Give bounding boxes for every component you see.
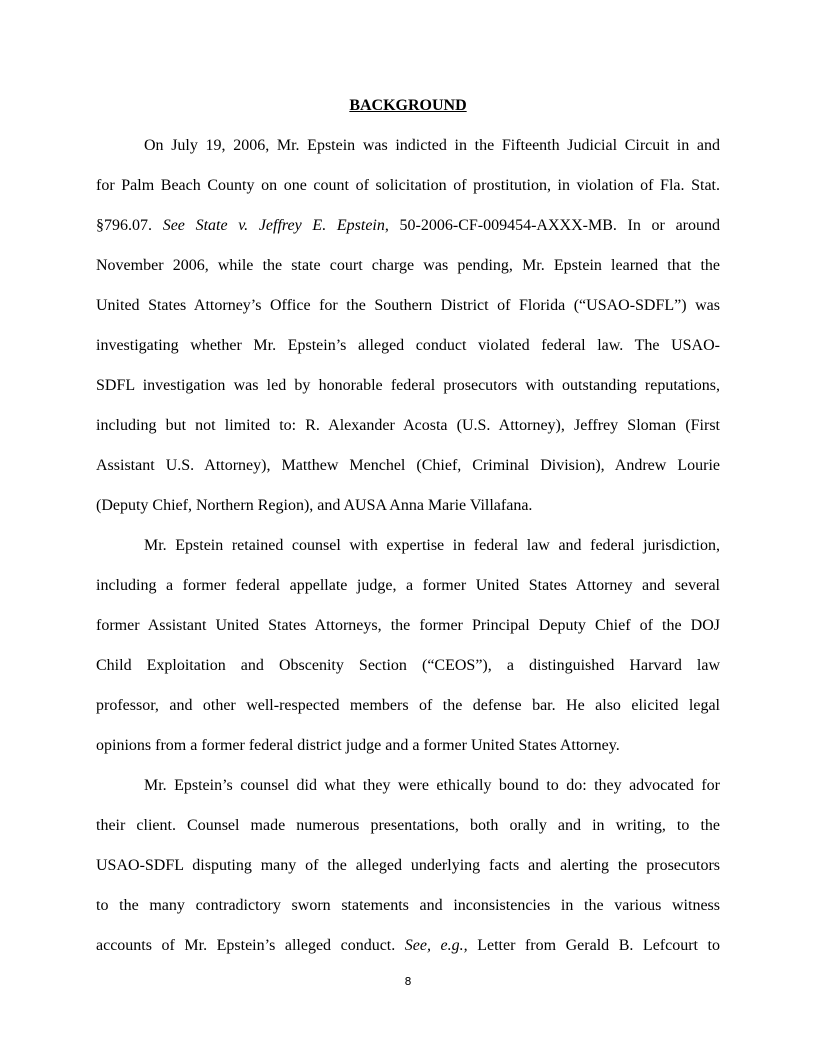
text-run: November 2006, while the state court charge was pending, Mr. Epstein learned that the	[96, 257, 720, 274]
text-line	[96, 806, 720, 846]
text-line	[96, 846, 720, 886]
paragraph-indictment	[96, 126, 720, 526]
text-run: USAO-SDFL disputing many of the alleged underlying facts and alerting the prosecutors	[96, 857, 720, 874]
text-run: SDFL investigation was led by honorable federal prosecutors with outstanding reputations,	[96, 377, 720, 394]
text-run: §796.07.	[96, 217, 163, 234]
text-run: including but not limited to: R. Alexander Acosta (U.S. Attorney), Jeffrey Sloman (First	[96, 417, 720, 434]
text-line	[96, 246, 720, 286]
text-line	[96, 686, 720, 726]
text-run: Assistant U.S. Attorney), Matthew Menchel (Chief, Criminal Division), Andrew Lourie	[96, 457, 720, 474]
text-line	[96, 926, 720, 966]
text-run: (Deputy Chief, Northern Region), and AUSA Anna Marie Villafana.	[96, 497, 533, 514]
text-run: , 50-2006-CF-009454-AXXX-MB. In or around	[384, 217, 720, 234]
text-line	[96, 166, 720, 206]
text-run: investigating whether Mr. Epstein’s alleged conduct violated federal law. The USAO-	[96, 337, 720, 354]
text-line	[96, 526, 720, 566]
text-run: for Palm Beach County on one count of solicitation of prostitution, in violation of Fla. Stat.	[96, 177, 720, 194]
text-run: Mr. Epstein’s counsel did what they were ethically bound to do: they advocated for	[144, 777, 720, 794]
text-line	[96, 126, 720, 166]
text-line	[96, 326, 720, 366]
text-run: On July 19, 2006, Mr. Epstein was indicted in the Fifteenth Judicial Circuit in and	[144, 137, 720, 154]
text-run: Mr. Epstein retained counsel with expertise in federal law and federal jurisdiction,	[144, 537, 720, 554]
case-citation: See State v. Jeffrey E. Epstein	[162, 217, 385, 234]
text-line	[96, 886, 720, 926]
citation-signal: See, e.g.,	[404, 937, 468, 954]
text-run: professor, and other well-respected members of the defense bar. He also elicited legal	[96, 697, 720, 714]
text-line	[96, 486, 720, 526]
body-text	[96, 126, 720, 966]
text-run: their client. Counsel made numerous presentations, both orally and in writing, to the	[96, 817, 720, 834]
paragraph-advocacy	[96, 766, 720, 966]
paragraph-counsel	[96, 526, 720, 766]
text-run: former Assistant United States Attorneys, the former Principal Deputy Chief of the DOJ	[96, 617, 720, 634]
section-heading: BACKGROUND	[349, 97, 467, 114]
text-run: opinions from a former federal district judge and a former United States Attorney.	[96, 737, 620, 754]
text-line	[96, 606, 720, 646]
text-line	[96, 406, 720, 446]
page-number: 8	[404, 975, 412, 988]
text-line	[96, 206, 720, 246]
text-line	[96, 286, 720, 326]
text-run: accounts of Mr. Epstein’s alleged conduct.	[96, 937, 405, 954]
text-line	[96, 446, 720, 486]
text-line	[96, 366, 720, 406]
text-line	[96, 646, 720, 686]
text-run: to the many contradictory sworn statements and inconsistencies in the various witness	[96, 897, 720, 914]
text-run: United States Attorney’s Office for the Southern District of Florida (“USAO-SDFL”) was	[96, 297, 720, 314]
text-line	[96, 566, 720, 606]
text-run: including a former federal appellate judge, a former United States Attorney and several	[96, 577, 720, 594]
text-run: Child Exploitation and Obscenity Section (“CEOS”), a distinguished Harvard law	[96, 657, 720, 674]
text-run: Letter from Gerald B. Lefcourt to	[467, 937, 720, 954]
text-line	[96, 766, 720, 806]
text-line	[96, 726, 720, 766]
